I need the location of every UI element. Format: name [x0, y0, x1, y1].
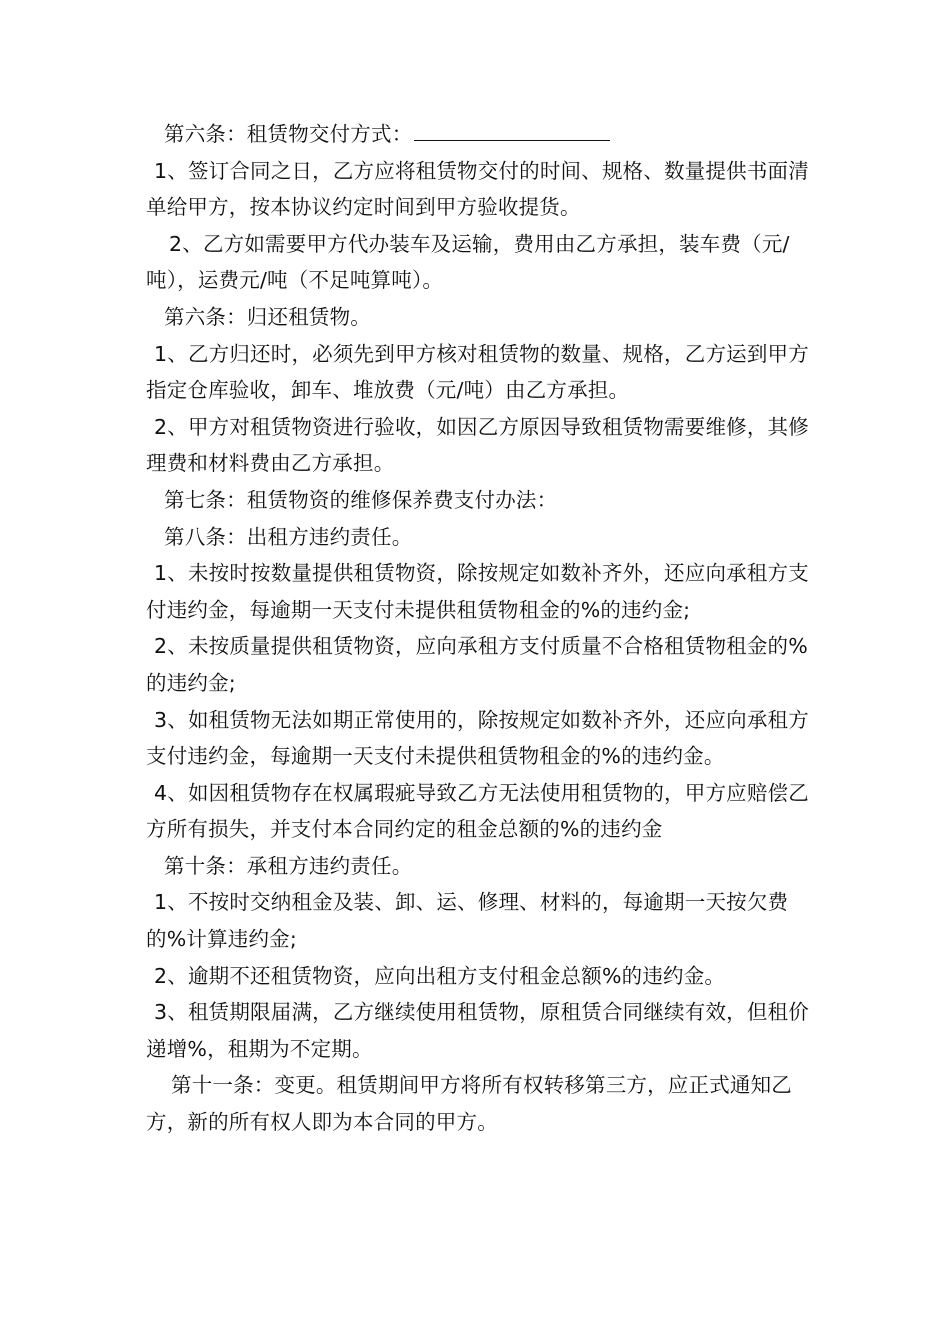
- article-10-clause-2: 2、逾期不还租赁物资，应向出租方支付租金总额%的违约金。: [154, 963, 726, 988]
- delivery-method-blank-line: [414, 118, 610, 141]
- article-6-delivery-heading: [146, 116, 816, 153]
- contract-body: [146, 116, 816, 1141]
- article-6-delivery-text: 第六条：租赁物交付方式：: [164, 122, 413, 146]
- article-6-return-clause-1: 1、乙方归还时，必须先到甲方核对租赁物的数量、规格，乙方运到甲方指定仓库验收，卸车、堆放费（元/吨）由乙方承担。: [146, 341, 809, 403]
- article-8-heading: 第八条：出租方违约责任。: [164, 524, 413, 549]
- article-10-clause-3: 3、租赁期限届满，乙方继续使用租赁物，原租赁合同继续有效，但租价递增%，租期为不定期。: [146, 1000, 809, 1061]
- article-8-clause-1: 1、未按时按数量提供租赁物资，除按规定如数补齐外，还应向承租方支付违约金，每逾期一天支付未提供租赁物租金的%的违约金;: [146, 561, 809, 622]
- article-7-heading: 第七条：租赁物资的维修保养费支付办法：: [164, 487, 558, 512]
- article-11-paragraph: 第十一条：变更。租赁期间甲方将所有权转移第三方，应正式通知乙方，新的所有权人即为本合同的甲方。: [146, 1073, 792, 1135]
- article-8-clause-3: 3、如租赁物无法如期正常使用的，除按规定如数补齐外，还应向承租方支付违约金，每逾期一天支付未提供租赁物租金的%的违约金。: [146, 707, 809, 769]
- article-8-clause-2: 2、未按质量提供租赁物资，应向承租方支付质量不合格租赁物租金的%的违约金;: [146, 634, 808, 695]
- article-6-return-clause-2: 2、甲方对租赁物资进行验收，如因乙方原因导致租赁物需要维修，其修理费和材料费由乙方承担。: [146, 414, 809, 476]
- article-10-heading: 第十条：承租方违约责任。: [164, 853, 413, 878]
- article-6-return-heading: 第六条：归还租赁物。: [164, 304, 371, 329]
- article-6-delivery-clause-1: 1、签订合同之日，乙方应将租赁物交付的时间、规格、数量提供书面清单给甲方，按本协议约定时间到甲方验收提货。: [146, 158, 809, 220]
- article-6-delivery-clause-2: 2、乙方如需要甲方代办装车及运输，费用由乙方承担，装车费（元/吨），运费元/吨（不足吨算吨）。: [146, 231, 790, 293]
- article-10-clause-1: 1、不按时交纳租金及装、卸、运、修理、材料的，每逾期一天按欠费的%计算违约金;: [146, 890, 789, 952]
- article-8-clause-4: 4、如因租赁物存在权属瑕疵导致乙方无法使用租赁物的，甲方应赔偿乙方所有损失，并支付本合同约定的租金总额的%的违约金: [146, 780, 809, 842]
